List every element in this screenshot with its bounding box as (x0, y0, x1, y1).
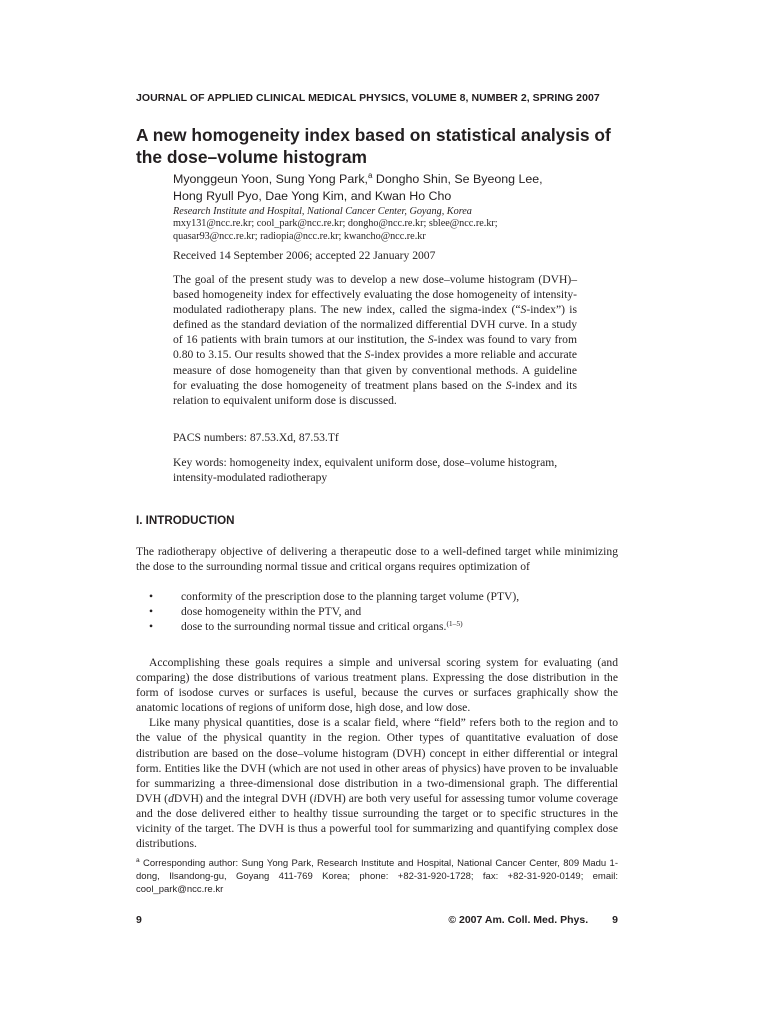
abstract (173, 272, 577, 408)
received-dates: Received 14 September 2006; accepted 22 January 2007 (173, 249, 436, 262)
bullet-icon: • (149, 605, 154, 619)
footnote-marker: a (136, 857, 140, 864)
objectives-list (136, 589, 618, 634)
s-index-symbol: S (520, 303, 527, 317)
section-heading-introduction: I. INTRODUCTION (136, 514, 235, 527)
intro-paragraph: The radiotherapy objective of delivering a therapeutic dose to a well-defined target while minimizing the dose to the surrounding normal tissue and critical organs requires optimization of (136, 545, 618, 574)
s-index-symbol: S (505, 378, 512, 392)
abstract-text: The goal of the present study was to develop a new dose–volume histogram (DVH)–based homogeneity index for effectively evaluating the dose homogeneity of intensity-modulated radiotherapy plans. The new index, called the sigma-index (“ (173, 273, 577, 317)
author-line (173, 171, 633, 188)
abstract-text: -index”) is defined as the standard deviation of the normalized differential DVH curve. In a study of 16 patients with brain tumors at our institution, the (173, 303, 577, 347)
email-line: quasar93@ncc.re.kr; radiopia@ncc.re.kr; kwancho@ncc.re.kr (173, 231, 426, 242)
list-item-text: conformity of the prescription dose to the planning target volume (PTV), (181, 590, 520, 603)
author-list (173, 171, 633, 205)
keywords: Key words: homogeneity index, equivalent uniform dose, dose–volume histogram, intensity-modulated radiotherapy (173, 456, 558, 485)
body-paragraph (136, 715, 618, 851)
affiliation: Research Institute and Hospital, National Cancer Center, Goyang, Korea (173, 206, 472, 217)
abstract-text: -index was found to vary from 0.80 to 3.15. Our results showed that the (173, 333, 577, 362)
footnote-text: Corresponding author: Sung Yong Park, Research Institute and Hospital, National Cancer Center, 809 Madu 1-dong, Ilsandong-gu, Goyang 411-769 Korea; phone: +82-31-920-1728; fax: +82-31-920-0149; email: cool_park@ncc.re.kr (136, 858, 618, 895)
s-index-symbol: S (427, 333, 434, 347)
intro-body (136, 655, 618, 851)
body-paragraph: Accomplishing these goals requires a simple and universal scoring system for evaluating (and comparing) the dose distributions of various treatment plans. Expressing the dose distribution in the form of isodose curves or surfaces is useful, because the curves or surfaces graphically show the anatomic locations of regions of uniform dose, high dose, and low dose. (136, 656, 618, 715)
page-number-left: 9 (136, 914, 142, 926)
author-footnote-marker: a (367, 171, 373, 180)
author-text: Dongho Shin, Se Byeong Lee, (372, 172, 543, 186)
title-line: the dose–volume histogram (136, 147, 367, 167)
italic-d: d (168, 791, 174, 805)
list-item (136, 604, 618, 619)
citation-reference: (1–5) (446, 619, 463, 629)
list-item (136, 589, 618, 604)
italic-i: i (313, 791, 317, 805)
pacs-numbers: PACS numbers: 87.53.Xd, 87.53.Tf (173, 431, 339, 444)
email-line: mxy131@ncc.re.kr; cool_park@ncc.re.kr; dongho@ncc.re.kr; sblee@ncc.re.kr; (173, 218, 498, 229)
author-text: Myonggeun Yoon, Sung Yong Park, (173, 172, 368, 186)
list-item-text: dose homogeneity within the PTV, and (181, 605, 362, 619)
body-text: DVH) are both very useful for assessing tumor volume coverage and the dose delivered either to healthy tissue surrounding the target or to specific structures in the vicinity of the target. The DVH is thus a powerful tool for summarizing and quantifying complex dose distributions. (136, 791, 618, 851)
bullet-icon: • (149, 620, 154, 634)
body-text: DVH) and the integral DVH ( (173, 791, 314, 805)
corresponding-author-footnote (136, 858, 618, 896)
list-item (136, 619, 618, 634)
bullet-icon: • (149, 590, 154, 603)
list-item-text: dose to the surrounding normal tissue and critical organs. (181, 620, 447, 634)
running-head: JOURNAL OF APPLIED CLINICAL MEDICAL PHYSICS, VOLUME 8, NUMBER 2, SPRING 2007 (136, 92, 600, 104)
body-text: Like many physical quantities, dose is a scalar field, where “field” refers both to the region and to the value of the physical quantity in the region. Other types of quantitative evaluation of dose distribution are based on the dose–volume histogram (DVH) concept in either differential or integral form. Entities like the DVH (which are not used in other areas of physics) have proven to be invaluable for summarizing a three-dimensional dose distribution in a two-dimensional graph. The differential DVH ( (136, 716, 618, 805)
page-footer-right (448, 914, 618, 926)
author-emails (173, 217, 633, 243)
title-line: A new homogeneity index based on statistical analysis of (136, 125, 611, 145)
copyright-notice: © 2007 Am. Coll. Med. Phys. (448, 914, 589, 926)
article-title (136, 124, 636, 168)
abstract-text: -index provides a more reliable and accurate measure of dose homogeneity than that given by conventional methods. A guideline for evaluating the dose homogeneity of treatment plans based on the (173, 348, 578, 392)
s-index-symbol: S (364, 348, 371, 362)
page-number-right: 9 (612, 914, 618, 926)
author-line: Hong Ryull Pyo, Dae Yong Kim, and Kwan Ho Cho (173, 189, 452, 203)
abstract-text: -index and its relation to equivalent uniform dose is discussed. (173, 378, 578, 407)
